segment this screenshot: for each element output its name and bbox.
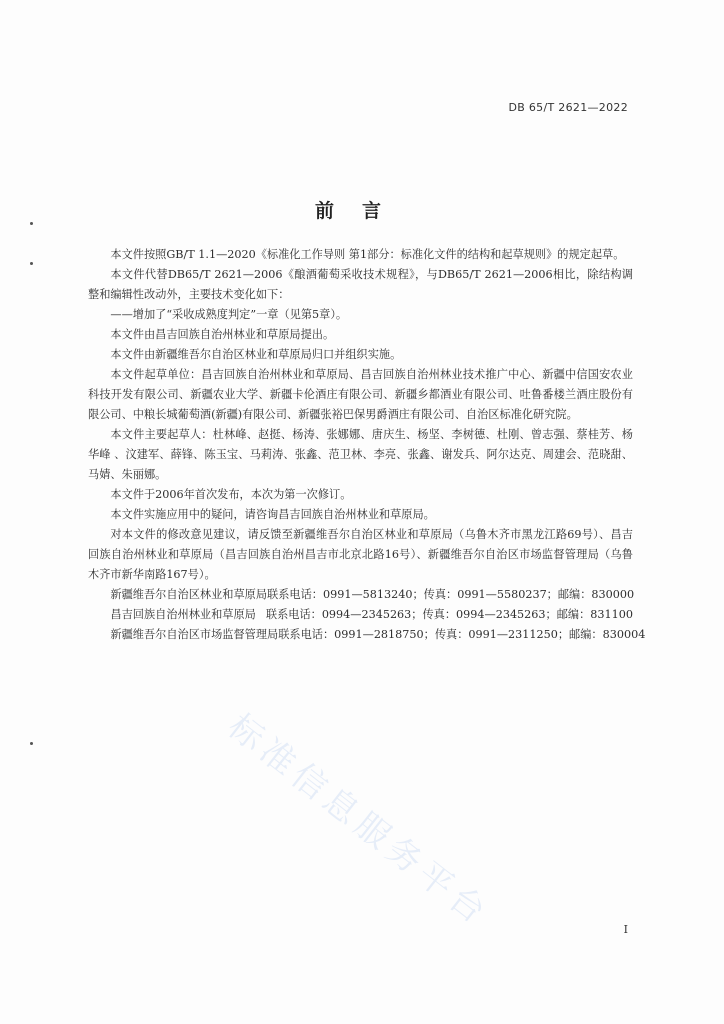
paragraph: 本文件由新疆维吾尔自治区林业和草原局归口并组织实施。 (110, 348, 402, 361)
contact-org: 新疆维吾尔自治区市场监督管理局 (110, 628, 279, 641)
contact-info: 联系电话：0991—2818750；传真：0991—2311250；邮编：830004 (278, 628, 646, 641)
contact-info: 联系电话：0994—2345263；传真：0994—2345263；邮编：831100 (265, 608, 633, 621)
contact-org: 昌吉回族自治州林业和草原局 (110, 608, 256, 621)
watermark: 标准信息服务平台 (220, 706, 498, 935)
paragraph: 本文件由昌吉回族自治州林业和草原局提出。 (110, 328, 335, 341)
contact-info: 联系电话：0991—5813240；传真：0991—5580237；邮编：830000 (267, 588, 635, 601)
paragraph: 对本文件的修改意见建议，请反馈至新疆维吾尔自治区林业和草原局（乌鲁木齐市黑龙江路69号）、昌吉回族自治州林业和草原局（昌吉回族自治州昌吉市北京北路16号）、新疆维吾尔自治区市场监督管理局（乌鲁木齐市新华南路167号）。 (88, 528, 633, 581)
paragraph: 本文件代替DB65/T 2621—2006《酿酒葡萄采收技术规程》，与DB65/T 2621—2006相比，除结构调整和编辑性改动外，主要技术变化如下： (88, 268, 633, 301)
contact-org: 新疆维吾尔自治区林业和草原局 (110, 588, 268, 601)
page-title: 前言 (314, 200, 409, 222)
contact-row (88, 605, 633, 625)
paragraph: 本文件起草单位：昌吉回族自治州林业和草原局、昌吉回族自治州林业技术推广中心、新疆中信国安农业科技开发有限公司、新疆农业大学、新疆卡伦酒庄有限公司、新疆乡都酒业有限公司、吐鲁番楼兰酒庄股份有限公司、中粮长城葡萄酒(新疆)有限公司、新疆张裕巴保男爵酒庄有限公司、自治区标准化研究院。 (88, 368, 633, 421)
paragraph: ——增加了“采收成熟度判定”一章（见第5章）。 (110, 308, 348, 321)
foreword-body (88, 245, 646, 645)
paragraph: 本文件按照GB/T 1.1—2020《标准化工作导则 第1部分：标准化文件的结构和起草规则》的规定起草。 (110, 248, 625, 261)
contact-row (88, 625, 646, 645)
paragraph: 本文件主要起草人：杜林峰、赵挺、杨涛、张娜娜、唐庆生、杨坚、李树德、杜刚、曾志强、蔡桂芳、杨华峰 、汶建军、薛锋、陈玉宝、马莉涛、张鑫、范卫林、李亮、张鑫、谢发兵、阿尔达克、周建会、范晓甜、马婧、朱丽娜。 (88, 428, 633, 481)
page-number: I (623, 923, 628, 936)
document-code: DB 65/T 2621—2022 (508, 101, 628, 114)
contact-row (88, 585, 633, 605)
paragraph: 本文件于2006年首次发布，本次为第一次修订。 (110, 488, 352, 501)
binding-mark (30, 262, 33, 265)
binding-mark (30, 742, 33, 745)
paragraph: 本文件实施应用中的疑问，请咨询昌吉回族自治州林业和草原局。 (110, 508, 435, 521)
